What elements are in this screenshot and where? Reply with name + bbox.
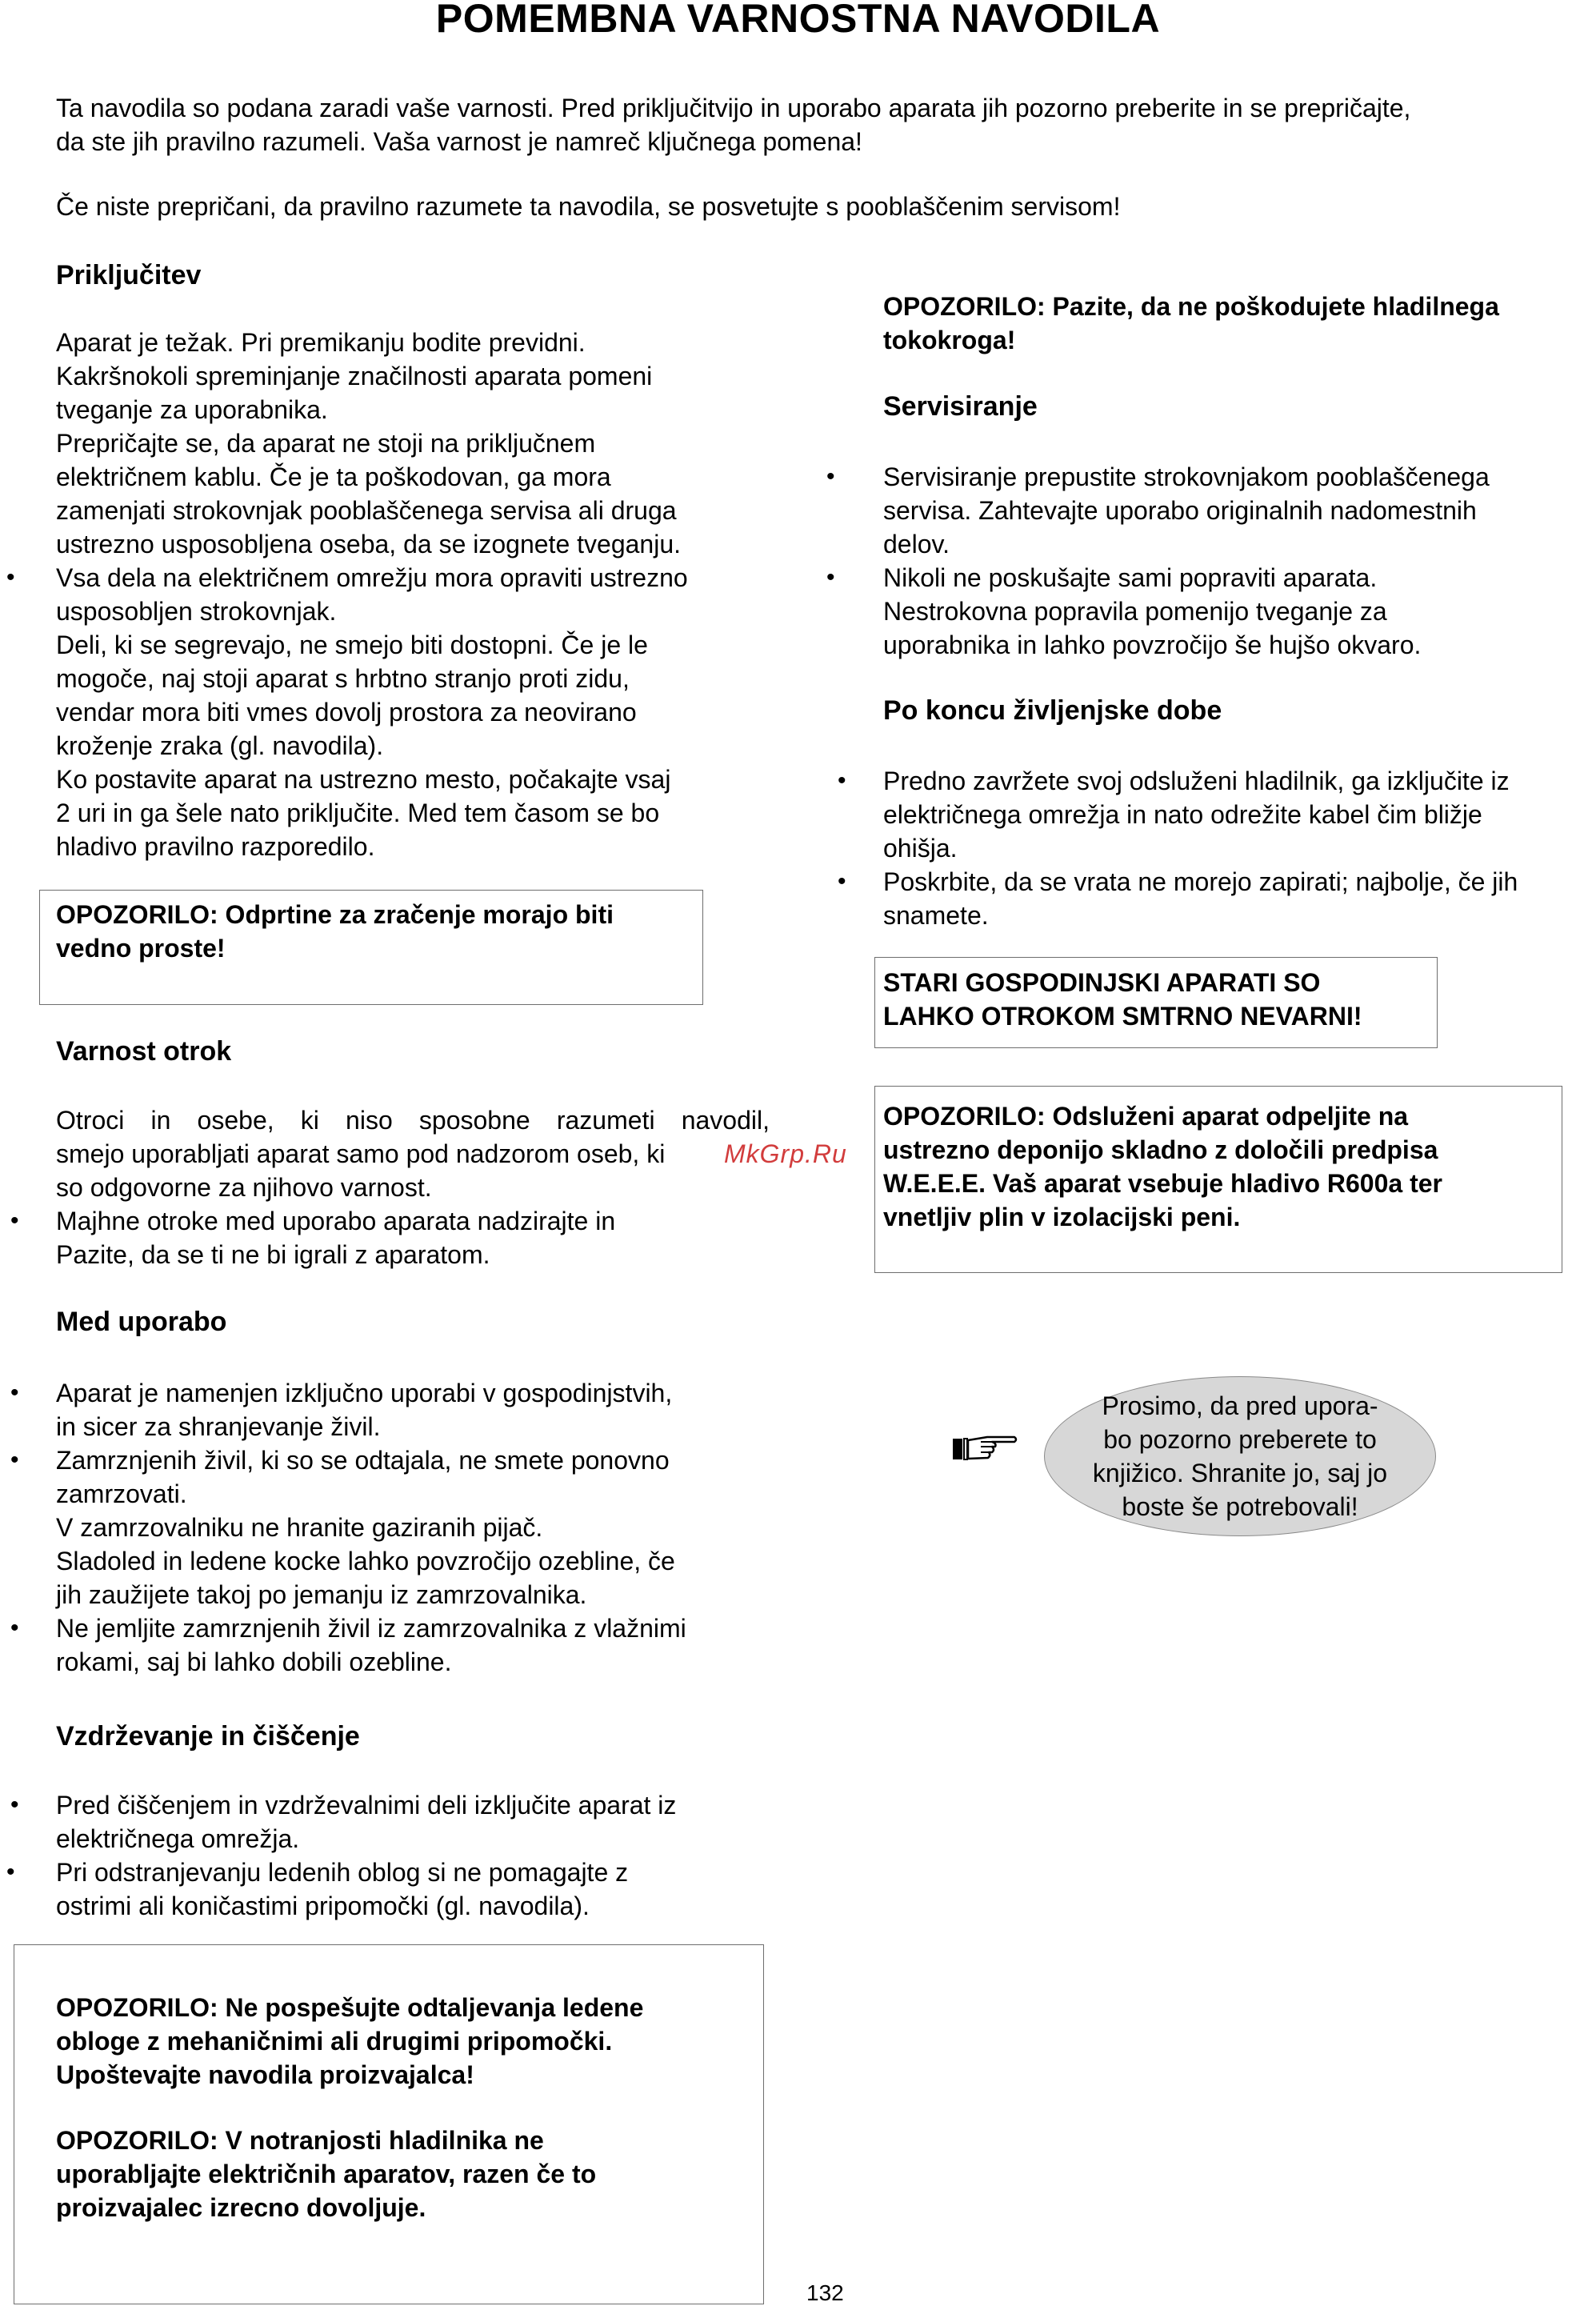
bullet: • — [10, 1447, 19, 1473]
page-number: 132 — [806, 2280, 844, 2305]
prikljucitev-text: Aparat je težak. Pri premikanju bodite previdni. Kakršnokoli spreminjanje značilnosti aparata pomeni tveganje za uporabnika. Prepričajte se, da aparat ne stoji na priključnem električnem kablu. Če je ta poškodovan, ga mora zamenjati strokovnjak pooblaščenega servisa ali druga ustrezno usposobljena oseba, da se izognete tveganju. Vsa dela na električnem omrežju mora opraviti ustrezno usposobljen strokovnjak. Deli, ki se segrevajo, ne smejo biti dostopni. Če je le mogoče, naj stoji aparat s hrbtno stranjo proti zidu, vendar mora biti vmes dovolj prostora za neovirano kroženje zraka (gl. navodila). Ko postavite aparat na ustrezno mesto, počakajte vsaj 2 uri in ga šele nato priključite. Med tem časom se bo hladivo pravilno razporedilo. — [56, 328, 688, 861]
note-ellipse — [1044, 1376, 1436, 1536]
bullet: • — [826, 564, 835, 591]
bullet: • — [10, 1379, 19, 1406]
watermark: MkGrp.Ru — [724, 1139, 847, 1168]
note-text: Prosimo, da pred upora- bo pozorno preberete to knjižico. Shranite jo, saj jo boste še potrebovali! — [1092, 1391, 1388, 1521]
page-title: POMEMBNA VARNOSTNA NAVODILA — [435, 0, 1161, 41]
otroci-text: Otroci in osebe, ki niso sposobne razumeti navodil, smejo uporabljati aparat samo pod nadzorom oseb, ki so odgovorne za njihovo varnost. Majhne otroke med uporabo aparata nadzirajte in Pazite, da se ti ne bi igrali z aparatom. — [56, 1106, 770, 1269]
warning-cooling-circuit: OPOZORILO: Pazite, da ne poškodujete hladilnega tokokroga! — [883, 292, 1499, 354]
bullet: • — [10, 1207, 19, 1234]
warning-ventilation: OPOZORILO: Odprtine za zračenje morajo biti vedno proste! — [56, 900, 614, 963]
warning-defrost: OPOZORILO: Ne pospešujte odtaljevanja ledene obloge z mehaničnimi ali drugimi pripomočki. Upoštevajte navodila proizvajalca! — [56, 1993, 644, 2089]
heading-med-uporabo: Med uporabo — [56, 1307, 227, 1337]
servis-text: Servisiranje prepustite strokovnjakom pooblaščenega servisa. Zahtevajte uporabo originalnih nadomestnih delov. Nikoli ne poskušajte sami popraviti aparata. Nestrokovna popravila pomenijo tveganje za uporabnika in lahko povzročijo še hujšo okvaro. — [883, 462, 1490, 659]
bullet: • — [6, 1859, 15, 1885]
warning-electrical: OPOZORILO: V notranjosti hladilnika ne uporabljajte električnih aparatov, razen če to proizvajalec izrecno dovoljuje. — [56, 2126, 597, 2222]
heading-varnost-otrok: Varnost otrok — [56, 1036, 232, 1067]
konec-text: Predno zavržete svoj odsluženi hladilnik, ga izključite iz električnega omrežja in nato odrežite kabel čim bližje ohišja. Poskrbite, da se vrata ne morejo zapirati; najbolje, če jih snamete. — [883, 767, 1518, 930]
bullet: • — [838, 767, 846, 794]
bullet: • — [826, 463, 835, 490]
pointing-hand-icon — [952, 1432, 1018, 1468]
bullet: • — [10, 1792, 19, 1818]
heading-vzdrzevanje: Vzdrževanje in čiščenje — [56, 1721, 360, 1752]
intro-line-1: Ta navodila so podana zaradi vaše varnosti. Pred priključitvijo in uporabo aparata jih pozorno preberite in se prepričajte, — [56, 94, 1411, 122]
warning-old-appliances: STARI GOSPODINJSKI APARATI SO LAHKO OTROKOM SMTRNO NEVARNI! — [883, 968, 1362, 1031]
bullet: • — [10, 1615, 19, 1641]
heading-prikljucitev: Priključitev — [56, 260, 202, 290]
bullet: • — [838, 868, 846, 895]
heading-po-koncu: Po koncu življenjske dobe — [883, 695, 1222, 726]
intro-line-3: Če niste prepričani, da pravilno razumete ta navodila, se posvetujte s pooblaščenim servisom! — [56, 192, 1121, 221]
uporaba-text: Aparat je namenjen izključno uporabi v gospodinjstvih, in sicer za shranjevanje živil. Zamrznjenih živil, ki so se odtajala, ne smete ponovno zamrzovati. V zamrzovalniku ne hranite gaziranih pijač. Sladoled in ledene kocke lahko povzročijo ozebline, če jih zaužijete takoj po jemanju iz zamrzovalnika. Ne jemljite zamrznjenih živil iz zamrzovalnika z vlažnimi rokami, saj bi lahko dobili ozebline. — [56, 1379, 686, 1676]
ciscenje-text: Pred čiščenjem in vzdrževalnimi deli izključite aparat iz električnega omrežja. Pri odstranjevanju ledenih oblog si ne pomagajte z ostrimi ali koničastimi pripomočki (gl. navodila). — [56, 1791, 677, 1920]
intro-line-2: da ste jih pravilno razumeli. Vaša varnost je namreč ključnega pomena! — [56, 127, 862, 156]
heading-servisiranje: Servisiranje — [883, 391, 1038, 422]
bullet: • — [6, 564, 15, 591]
warning-weee: OPOZORILO: Odsluženi aparat odpeljite na ustrezno deponijo skladno z določili predpisa W.E.E.E. Vaš aparat vsebuje hladivo R600a ter vnetljiv plin v izolacijski peni. — [883, 1102, 1442, 1231]
